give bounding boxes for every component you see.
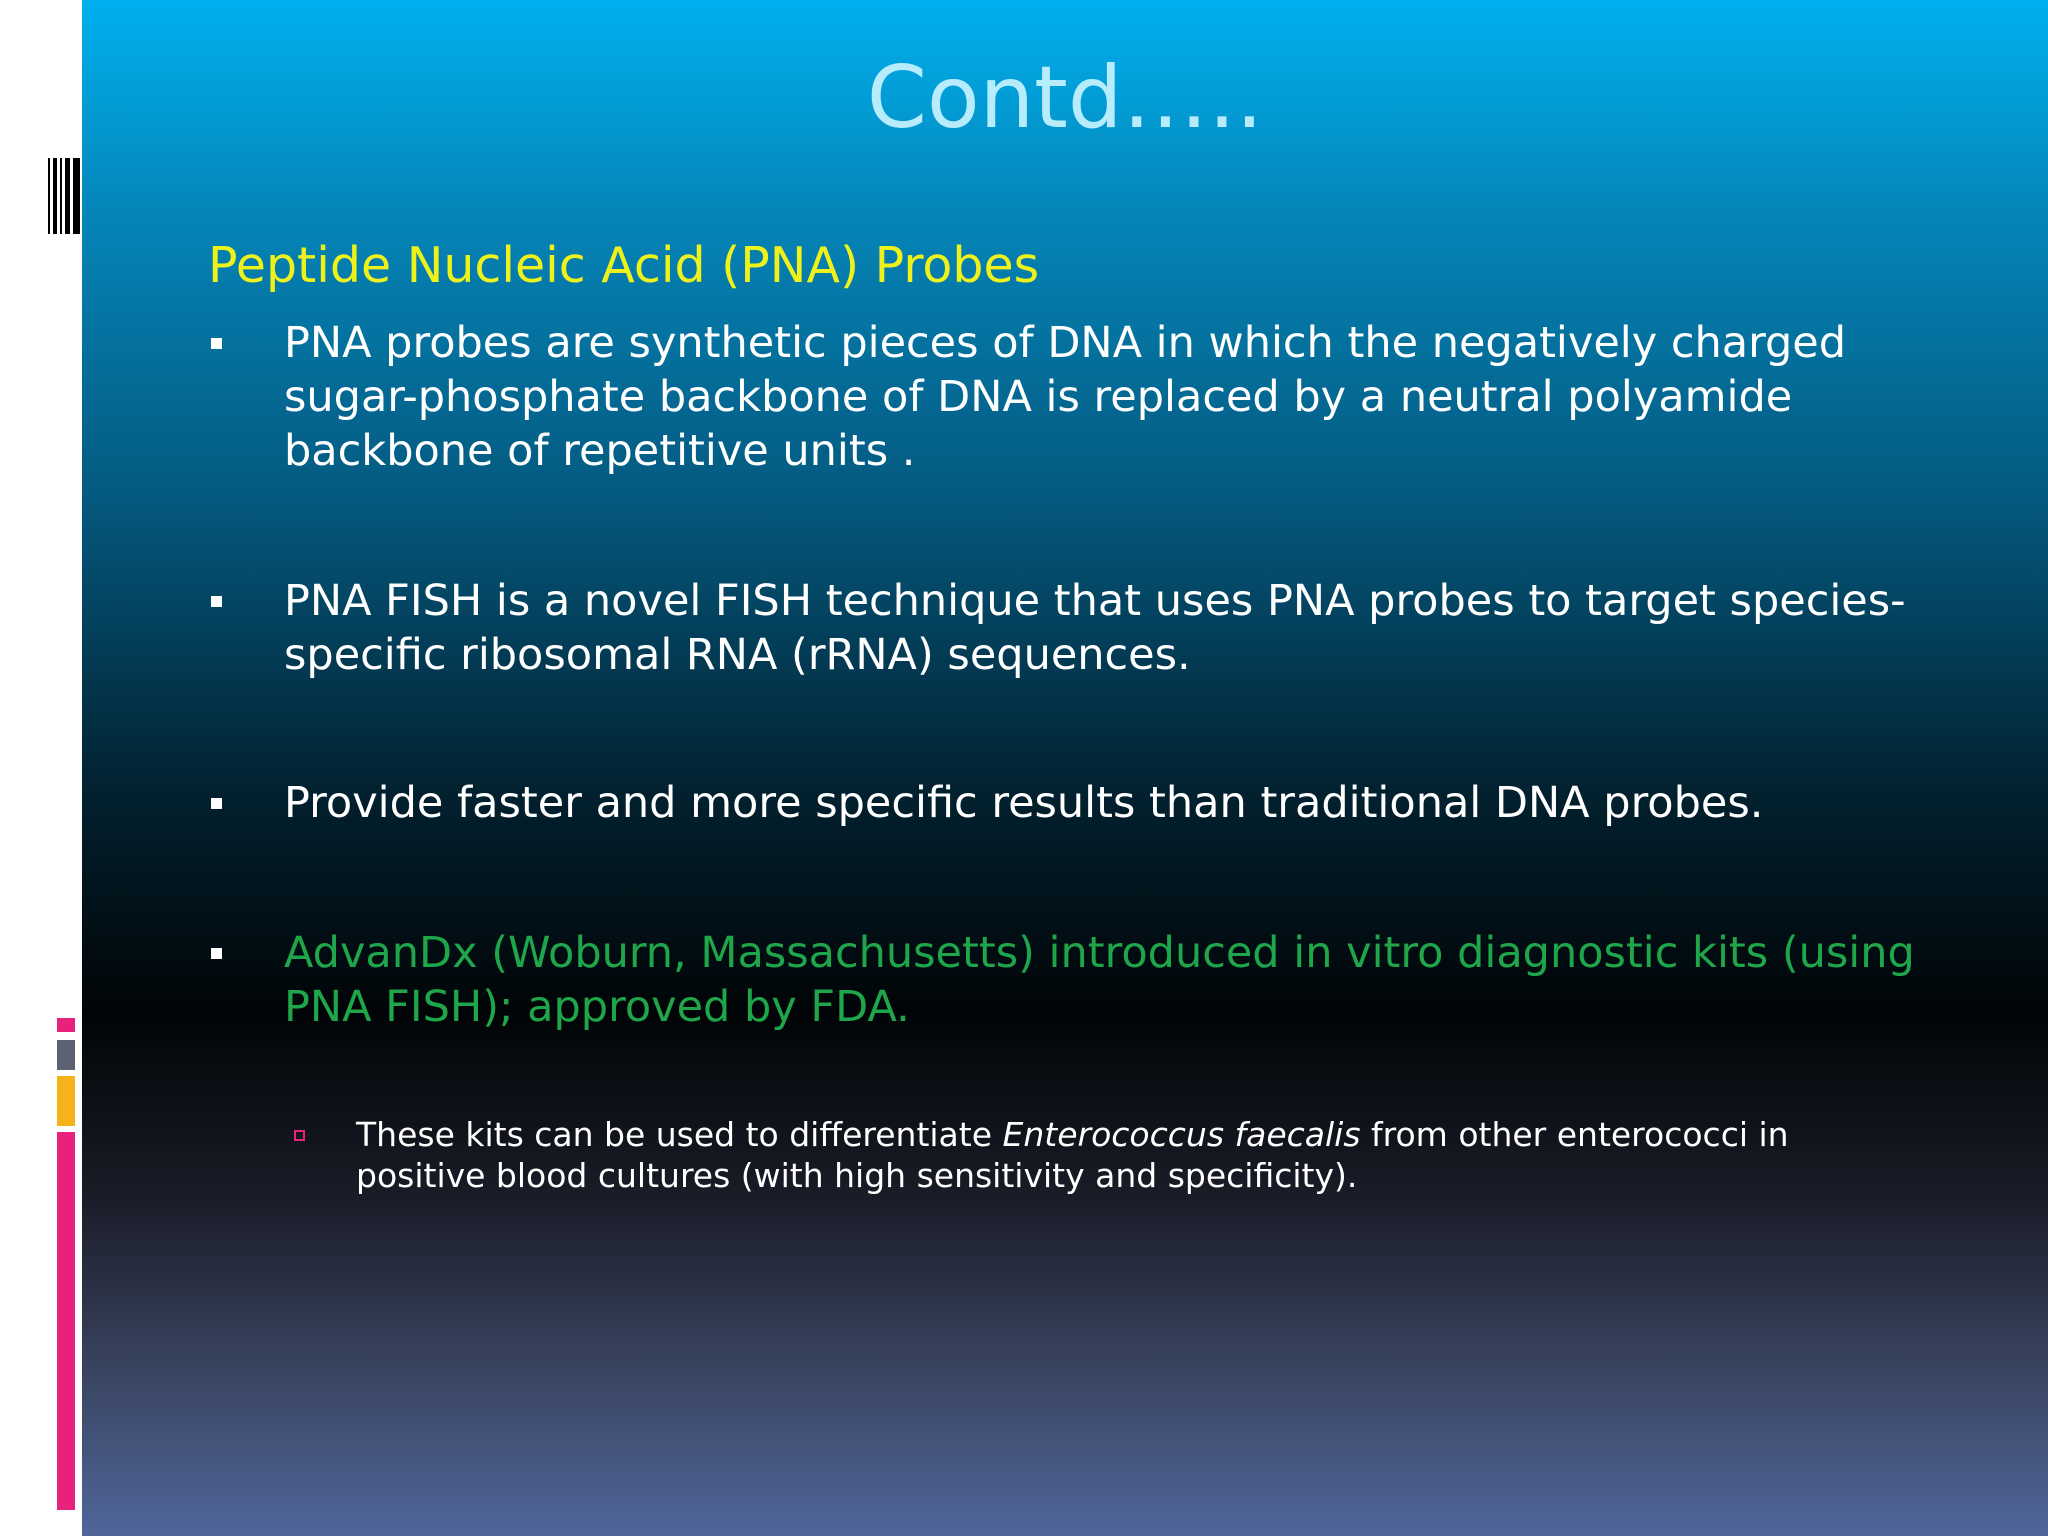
accent-gray-block <box>57 1040 75 1070</box>
bullet-item <box>208 316 1948 478</box>
slide-title: Contd….. <box>866 48 1264 148</box>
sub-bullet-text-before: These kits can be used to differentiate <box>356 1115 1003 1154</box>
species-name: Enterococcus faecalis <box>1002 1115 1361 1154</box>
square-bullet-icon <box>208 776 284 830</box>
bullet-text: Provide faster and more specific results than traditional DNA probes. <box>284 778 1764 828</box>
bullet-text: PNA FISH is a novel FISH technique that uses PNA probes to target species-specific ribosomal RNA (rRNA) sequences. <box>284 576 1906 680</box>
bullet-text: AdvanDx (Woburn, Massachusetts) introduced in vitro diagnostic kits (using PNA FISH); approved by FDA. <box>284 928 1915 1032</box>
bullet-text: PNA probes are synthetic pieces of DNA in which the negatively charged sugar-phosphate backbone of DNA is replaced by a neutral polyamide backbone of repetitive units . <box>284 318 1847 476</box>
bullet-item <box>208 574 1948 682</box>
sub-bullet-text <box>356 1114 1852 1196</box>
accent-gold-block <box>57 1076 75 1126</box>
sub-bullet-text-after: from other enterococci in positive blood cultures (with high sensitivity and specificity). <box>356 1115 1789 1195</box>
bullet-item-highlighted <box>208 926 1948 1034</box>
section-subheading: Peptide Nucleic Acid (PNA) Probes <box>208 237 1040 294</box>
accent-pink-block <box>57 1018 75 1032</box>
barcode-decoration <box>48 158 80 234</box>
square-bullet-icon <box>208 926 284 980</box>
bullet-item <box>208 776 1948 830</box>
square-bullet-icon <box>208 316 284 370</box>
accent-pink-bar <box>57 1132 75 1510</box>
square-bullet-icon <box>208 574 284 628</box>
left-decorative-strip <box>0 0 82 1536</box>
hollow-square-bullet-icon <box>292 1114 356 1156</box>
sub-bullet-item <box>292 1114 1852 1196</box>
